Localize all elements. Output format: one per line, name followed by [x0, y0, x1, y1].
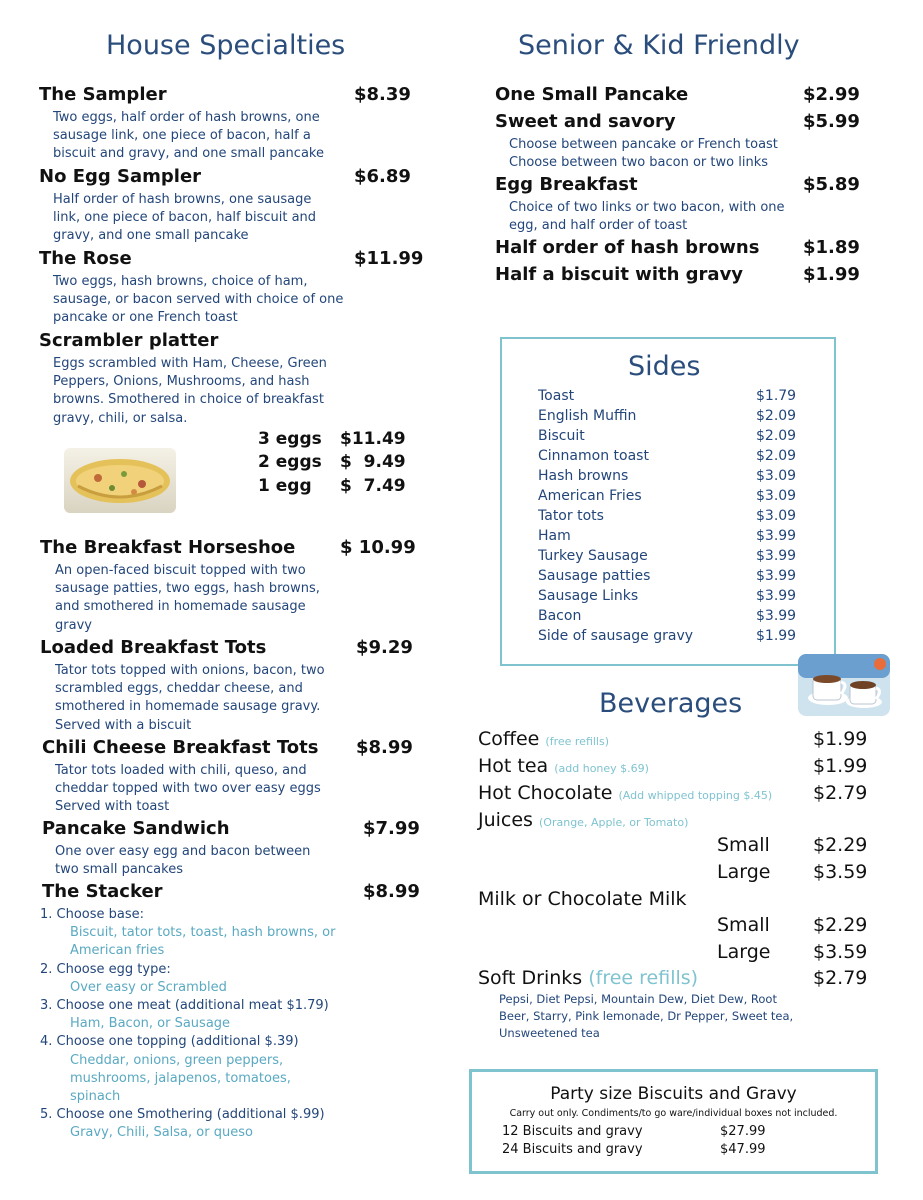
juices-large-price: $3.59 — [813, 861, 868, 883]
scrambler-desc — [53, 355, 327, 428]
sides-title: Sides — [628, 351, 701, 382]
desc-line: pancake or one French toast — [53, 310, 238, 326]
coffee-name: Coffee — [478, 728, 540, 750]
sampler-price: $8.39 — [354, 84, 411, 105]
egg-breakfast-desc — [509, 199, 785, 235]
half-hash-price: $1.89 — [803, 237, 860, 258]
desc-line: Two eggs, hash browns, choice of ham, — [53, 274, 308, 289]
desc-line: sausage patties, two eggs, hash browns, — [55, 581, 320, 597]
no-egg-sampler-desc — [53, 191, 316, 246]
soft-drinks-price: $2.79 — [813, 967, 868, 989]
sides-item-price: $3.99 — [756, 568, 797, 584]
stacker-price: $8.99 — [363, 881, 420, 902]
rose-name: The Rose — [39, 248, 132, 269]
scrambler-option-price: $ 9.49 — [340, 452, 406, 472]
loaded-tots-desc — [55, 662, 325, 735]
stacker-step-option: Cheddar, onions, green peppers, — [70, 1052, 284, 1068]
half-hash-name: Half order of hash browns — [495, 237, 760, 258]
sides-item-name: Bacon — [538, 608, 582, 624]
desc-line: gravy, and one small pancake — [53, 228, 249, 244]
sides-item-name: Toast — [538, 388, 575, 404]
desc-line: An open-faced biscuit topped with two — [55, 563, 306, 578]
desc-line: egg, and half order of toast — [509, 218, 688, 234]
soft-drinks-desc — [499, 991, 793, 1042]
sides-item-name: Ham — [538, 528, 571, 544]
desc-line: browns. Smothered in choice of breakfast — [53, 392, 324, 408]
sides-item-name: Hash browns — [538, 468, 629, 484]
desc-line: Unsweetened tea — [499, 1026, 600, 1040]
party-row-price: $27.99 — [720, 1124, 766, 1139]
loaded-tots-price: $9.29 — [356, 637, 413, 658]
scrambler-option-price: $ 7.49 — [340, 476, 406, 496]
desc-line: and smothered in homemade sausage — [55, 599, 306, 615]
half-biscuit-name: Half a biscuit with gravy — [495, 264, 744, 285]
desc-line: scrambled eggs, cheddar cheese, and — [55, 681, 303, 697]
sweet-savory-desc — [509, 136, 778, 172]
sides-item-price: $3.09 — [756, 468, 797, 484]
juices-row — [478, 809, 688, 831]
no-egg-sampler-name: No Egg Sampler — [39, 166, 202, 187]
rose-price: $11.99 — [354, 248, 424, 269]
no-egg-sampler-price: $6.89 — [354, 166, 411, 187]
juices-small-price: $2.29 — [813, 834, 868, 856]
sides-item-price: $3.09 — [756, 488, 797, 504]
loaded-tots-name: Loaded Breakfast Tots — [40, 637, 267, 658]
desc-line: Two eggs, half order of hash browns, one — [53, 110, 320, 125]
senior-kid-title: Senior & Kid Friendly — [518, 30, 800, 61]
horseshoe-name: The Breakfast Horseshoe — [40, 537, 296, 558]
party-title: Party size Biscuits and Gravy — [550, 1084, 797, 1104]
small-pancake-price: $2.99 — [803, 84, 860, 105]
sampler-name: The Sampler — [39, 84, 167, 105]
stacker-step-label: 2. Choose egg type: — [40, 961, 171, 977]
coffee-price: $1.99 — [813, 728, 868, 750]
party-row-name: 12 Biscuits and gravy — [502, 1124, 643, 1139]
soft-drinks-note: (free refills) — [588, 967, 699, 989]
beverages-title: Beverages — [599, 688, 743, 719]
sides-item-name: Tator tots — [538, 508, 604, 524]
juices-small-label: Small — [717, 834, 770, 856]
sides-item-name: Cinnamon toast — [538, 448, 649, 464]
sides-item-price: $1.99 — [756, 628, 797, 644]
desc-line: Served with a biscuit — [55, 717, 192, 733]
sides-item-name: Side of sausage gravy — [538, 628, 694, 644]
sides-item-name: English Muffin — [538, 408, 637, 424]
scrambler-name: Scrambler platter — [39, 330, 219, 351]
desc-line: sausage, or bacon served with choice of one — [53, 292, 344, 308]
scrambler-option-price: $11.49 — [340, 429, 406, 449]
sides-item-price: $3.99 — [756, 548, 797, 564]
stacker-step-option: Ham, Bacon, or Sausage — [70, 1016, 231, 1032]
sides-item-price: $2.09 — [756, 448, 797, 464]
sides-item-price: $3.99 — [756, 588, 797, 604]
small-pancake-name: One Small Pancake — [495, 84, 689, 105]
milk-name: Milk or Chocolate Milk — [478, 888, 687, 910]
sides-item-price: $3.99 — [756, 528, 797, 544]
desc-line: Pepsi, Diet Pepsi, Mountain Dew, Diet Dew, Root — [499, 992, 777, 1006]
pancake-sandwich-name: Pancake Sandwich — [42, 818, 230, 839]
sides-item-price: $2.09 — [756, 408, 797, 424]
stacker-name: The Stacker — [42, 881, 163, 902]
sweet-savory-name: Sweet and savory — [495, 111, 676, 132]
sides-item-price: $2.09 — [756, 428, 797, 444]
desc-line: Beer, Starry, Pink lemonade, Dr Pepper, Sweet tea, — [499, 1009, 794, 1023]
party-note: Carry out only. Condiments/to go ware/individual boxes not included. — [509, 1108, 838, 1119]
coffee-row — [478, 728, 609, 750]
desc-line: One over easy egg and bacon between — [55, 844, 311, 859]
sides-item-name: Turkey Sausage — [538, 548, 648, 564]
desc-line: Tator tots topped with onions, bacon, two — [55, 663, 325, 678]
tea-price: $1.99 — [813, 755, 868, 777]
house-specialties-title: House Specialties — [106, 30, 346, 61]
stacker-step-label: 4. Choose one topping (additional $.39) — [40, 1034, 299, 1050]
tea-row — [478, 755, 649, 777]
stacker-step-option: spinach — [70, 1089, 121, 1105]
desc-line: smothered in homemade sausage gravy. — [55, 699, 321, 715]
desc-line: cheddar topped with two over easy eggs — [55, 781, 321, 797]
desc-line: Peppers, Onions, Mushrooms, and hash — [53, 374, 310, 390]
desc-line: Eggs scrambled with Ham, Cheese, Green — [53, 356, 327, 371]
horseshoe-desc — [55, 562, 320, 635]
coffee-cups-photo — [798, 654, 890, 716]
sides-item-name: Biscuit — [538, 428, 585, 444]
horseshoe-price: $ 10.99 — [340, 537, 416, 558]
egg-breakfast-price: $5.89 — [803, 174, 860, 195]
scrambler-option-label: 3 eggs — [258, 429, 322, 449]
party-row-price: $47.99 — [720, 1142, 766, 1157]
stacker-step-option: mushrooms, jalapenos, tomatoes, — [70, 1070, 291, 1086]
half-biscuit-price: $1.99 — [803, 264, 860, 285]
stacker-step-label: 5. Choose one Smothering (additional $.99) — [40, 1107, 325, 1123]
scrambler-photo — [64, 448, 176, 513]
desc-line: Half order of hash browns, one sausage — [53, 192, 312, 207]
desc-line: gravy, chili, or salsa. — [53, 410, 188, 426]
sweet-savory-price: $5.99 — [803, 111, 860, 132]
tea-name: Hot tea — [478, 755, 549, 777]
pancake-sandwich-price: $7.99 — [363, 818, 420, 839]
scrambler-option-label: 2 eggs — [258, 452, 322, 472]
desc-line: two small pancakes — [55, 862, 183, 878]
sides-item-name: Sausage Links — [538, 588, 639, 604]
tea-note: (add honey $.69) — [554, 762, 649, 775]
cocoa-note: (Add whipped topping $.45) — [618, 789, 773, 802]
pancake-sandwich-desc — [55, 843, 310, 879]
juices-name: Juices — [478, 809, 533, 831]
juices-large-label: Large — [717, 861, 771, 883]
soft-drinks-row — [478, 967, 698, 989]
cocoa-row — [478, 782, 772, 804]
stacker-step-option: Gravy, Chili, Salsa, or queso — [70, 1125, 253, 1141]
milk-large-price: $3.59 — [813, 941, 868, 963]
desc-line: Choose between pancake or French toast — [509, 137, 778, 152]
sides-item-price: $3.09 — [756, 508, 797, 524]
sides-item-name: Sausage patties — [538, 568, 651, 584]
desc-line: Choose between two bacon or two links — [509, 155, 768, 171]
desc-line: gravy — [55, 617, 92, 633]
stacker-step-option: Over easy or Scrambled — [70, 979, 227, 995]
party-box — [469, 1069, 878, 1174]
desc-line: link, one piece of bacon, half biscuit and — [53, 210, 317, 226]
soft-drinks-name: Soft Drinks — [478, 967, 583, 989]
juices-note: (Orange, Apple, or Tomato) — [539, 816, 689, 829]
stacker-step-option: Biscuit, tator tots, toast, hash browns, or — [70, 925, 336, 941]
desc-line: Tator tots loaded with chili, queso, and — [55, 763, 307, 778]
sides-item-name: American Fries — [538, 488, 642, 504]
stacker-step-label: 1. Choose base: — [40, 907, 145, 922]
cocoa-name: Hot Chocolate — [478, 782, 613, 804]
desc-line: Served with toast — [55, 799, 170, 815]
rose-desc — [53, 273, 343, 328]
chili-tots-name: Chili Cheese Breakfast Tots — [42, 737, 319, 758]
stacker-step-label: 3. Choose one meat (additional meat $1.79) — [40, 998, 329, 1014]
chili-tots-desc — [55, 762, 321, 817]
desc-line: Choice of two links or two bacon, with one — [509, 200, 785, 215]
milk-small-price: $2.29 — [813, 914, 868, 936]
milk-small-label: Small — [717, 914, 770, 936]
egg-breakfast-name: Egg Breakfast — [495, 174, 638, 195]
desc-line: sausage link, one piece of bacon, half a — [53, 128, 311, 144]
chili-tots-price: $8.99 — [356, 737, 413, 758]
scrambler-option-label: 1 egg — [258, 476, 312, 496]
desc-line: biscuit and gravy, and one small pancake — [53, 146, 324, 162]
sides-list — [502, 388, 834, 648]
party-row-name: 24 Biscuits and gravy — [502, 1142, 643, 1157]
sides-box — [500, 337, 836, 666]
sampler-desc — [53, 109, 324, 164]
stacker-steps — [40, 906, 335, 1143]
cocoa-price: $2.79 — [813, 782, 868, 804]
milk-large-label: Large — [717, 941, 771, 963]
coffee-note: (free refills) — [545, 735, 610, 748]
sides-item-price: $1.79 — [756, 388, 797, 404]
stacker-step-option: American fries — [70, 943, 165, 959]
sides-item-price: $3.99 — [756, 608, 797, 624]
